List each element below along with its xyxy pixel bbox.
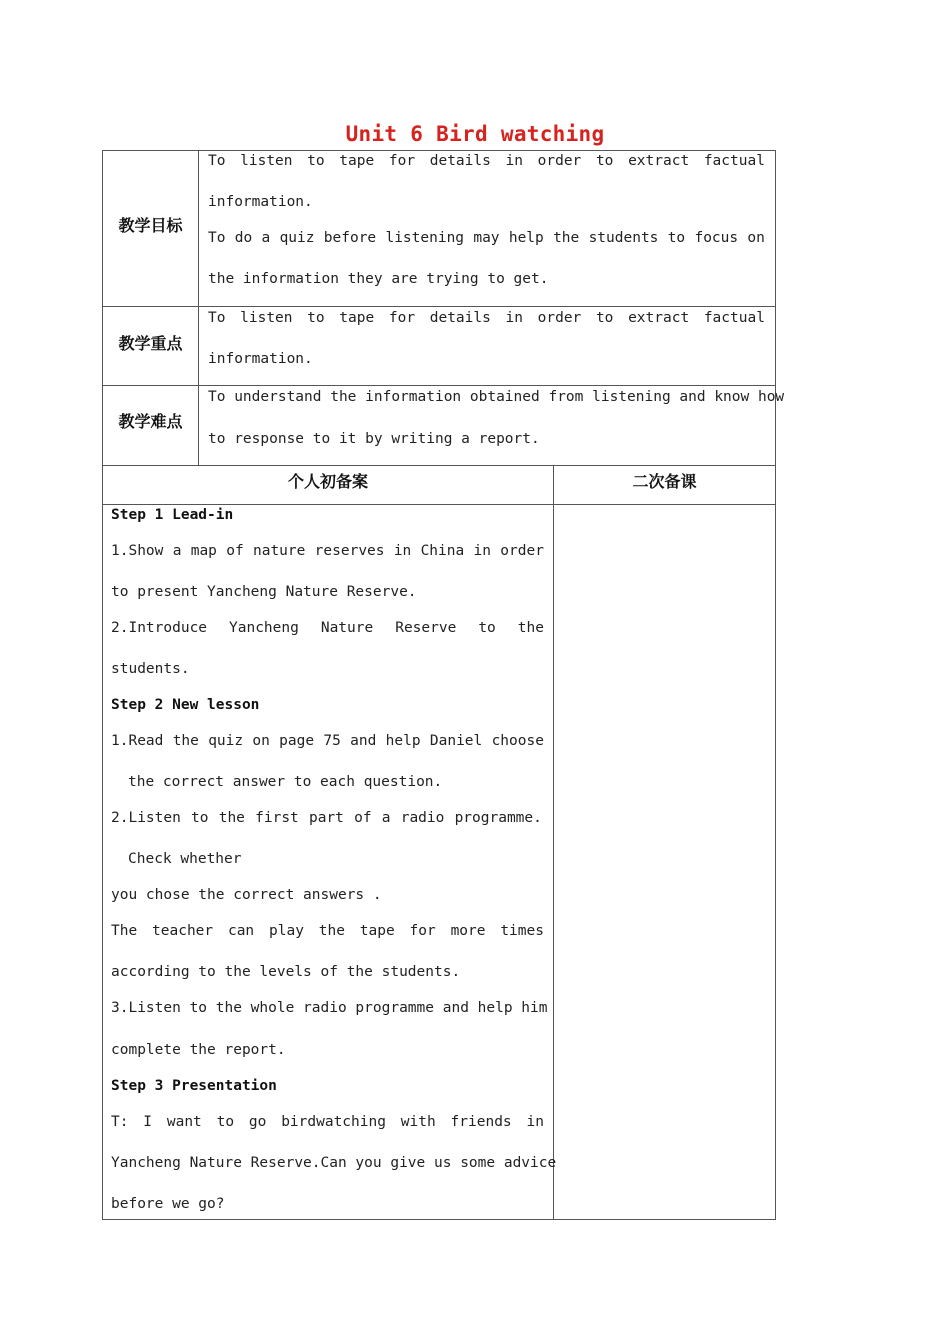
step-heading: Step 2 New lesson — [111, 697, 260, 713]
text-line: students. — [111, 661, 190, 677]
text-line: 1.Show a map of nature reserves in China in order — [111, 543, 544, 559]
row-divider — [102, 306, 776, 307]
row-divider — [102, 465, 776, 466]
text-line: you chose the correct answers . — [111, 887, 382, 903]
label-column-divider — [198, 150, 199, 466]
text-line: 2.Introduce Yancheng Nature Reserve to the — [111, 620, 544, 636]
text-line: Check whether — [128, 851, 242, 867]
text-line: To listen to tape for details in order to extract factual — [208, 153, 765, 169]
step-heading: Step 3 Presentation — [111, 1078, 277, 1094]
text-line: 1.Read the quiz on page 75 and help Daniel choose — [111, 733, 544, 749]
text-line: Yancheng Nature Reserve.Can you give us some advice — [111, 1155, 557, 1171]
text-line: information. — [208, 194, 313, 210]
step-heading: Step 1 Lead-in — [111, 507, 234, 523]
table-border-top — [102, 150, 776, 151]
text-line: before we go? — [111, 1196, 225, 1212]
text-line: the information they are trying to get. — [208, 271, 549, 287]
text-line: To understand the information obtained from listening and know how — [208, 389, 785, 405]
row-divider — [102, 385, 776, 386]
text-line: 2.Listen to the first part of a radio programme. — [111, 810, 542, 826]
column-header-initial-plan: 个人初备案 — [287, 472, 368, 491]
table-border-left — [102, 150, 103, 1220]
text-line: the correct answer to each question. — [128, 774, 443, 790]
text-line: to response to it by writing a report. — [208, 431, 540, 447]
key-points-label: 教学重点 — [118, 334, 183, 353]
page-title: Unit 6 Bird watching — [345, 122, 605, 146]
text-line: T: I want to go birdwatching with friends in — [111, 1114, 544, 1130]
text-line: to present Yancheng Nature Reserve. — [111, 584, 417, 600]
table-border-right — [775, 150, 776, 1220]
text-line: according to the levels of the students. — [111, 964, 461, 980]
objectives-label: 教学目标 — [118, 216, 183, 235]
text-line: 3.Listen to the whole radio programme and help him — [111, 1000, 548, 1016]
difficulties-label: 教学难点 — [118, 412, 183, 431]
table-border-bottom — [102, 1219, 776, 1220]
revision-column — [554, 505, 775, 1219]
text-line: To do a quiz before listening may help the students to focus on — [208, 230, 765, 246]
text-line: To listen to tape for details in order to extract factual — [208, 310, 765, 326]
column-header-revision: 二次备课 — [632, 472, 697, 491]
text-line: complete the report. — [111, 1042, 286, 1058]
text-line: The teacher can play the tape for more times — [111, 923, 544, 939]
text-line: information. — [208, 351, 313, 367]
